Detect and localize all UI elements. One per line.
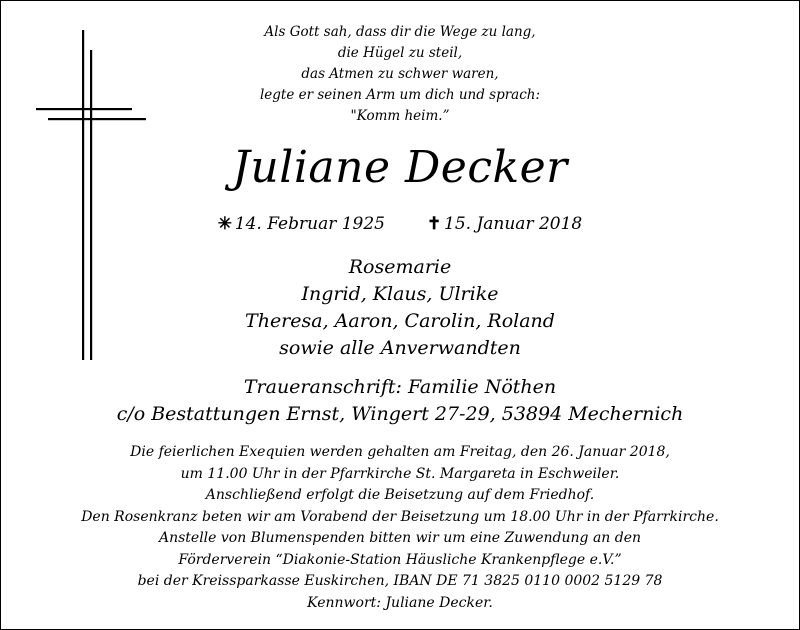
cross-icon xyxy=(36,30,146,360)
info-line: Anschließend erfolgt die Beisetzung auf dem Friedhof. xyxy=(205,487,595,503)
poem-line: die Hügel zu steil, xyxy=(337,45,463,61)
death-date: 15. Januar 2018 xyxy=(444,214,583,234)
address-line: Traueranschrift: Familie Nöthen xyxy=(243,376,557,398)
poem xyxy=(200,22,600,127)
family-line: Rosemarie xyxy=(348,256,452,278)
family-line: sowie alle Anverwandten xyxy=(279,337,521,359)
poem-line: Als Gott sah, dass dir die Wege zu lang, xyxy=(264,24,536,40)
death-cross-icon: ✝ xyxy=(427,214,442,234)
poem-line: das Atmen zu schwer waren, xyxy=(301,66,499,82)
birth-star-icon: ✳ xyxy=(217,214,232,234)
funeral-info xyxy=(8,442,792,614)
family-line: Theresa, Aaron, Carolin, Roland xyxy=(245,310,555,332)
info-line: Den Rosenkranz beten wir am Vorabend der Beisetzung um 18.00 Uhr in der Pfarrkirche. xyxy=(81,508,719,525)
info-line: Die feierlichen Exequien werden gehalten am Freitag, den 26. Januar 2018, xyxy=(130,444,670,460)
address-line: c/o Bestattungen Ernst, Wingert 27-29, 53894 Mechernich xyxy=(116,403,684,425)
info-line: Förderverein “Diakonie-Station Häusliche Krankenpflege e.V.” xyxy=(178,551,622,568)
life-dates xyxy=(150,212,650,236)
info-line: Anstelle von Blumenspenden bitten wir um eine Zuwendung an den xyxy=(158,530,642,546)
birth-date: 14. Februar 1925 xyxy=(234,214,386,234)
info-line: Kennwort: Juliane Decker. xyxy=(307,594,493,611)
mourning-address xyxy=(60,374,740,428)
info-line: um 11.00 Uhr in der Pfarrkirche St. Margareta in Eschweiler. xyxy=(180,465,620,482)
family-list xyxy=(150,254,650,362)
poem-line: "Komm heim.” xyxy=(350,108,450,124)
deceased-name: Juliane Decker xyxy=(232,142,568,193)
family-line: Ingrid, Klaus, Ulrike xyxy=(301,283,499,305)
info-line: bei der Kreissparkasse Euskirchen, IBAN DE 71 3825 0110 0002 5129 78 xyxy=(137,573,663,589)
poem-line: legte er seinen Arm um dich und sprach: xyxy=(259,87,541,103)
